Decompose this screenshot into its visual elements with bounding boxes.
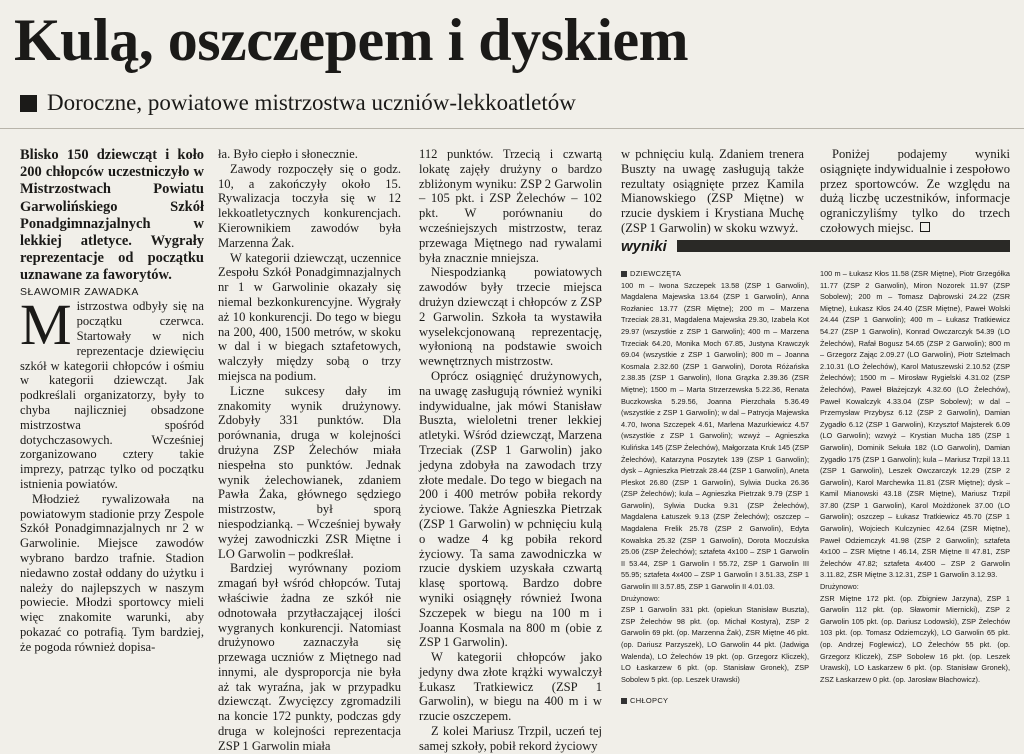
results-boys-individual: 100 m – Łukasz Kłos 11.58 (ZSR Miętne), Piotr Grzegółka 11.77 (ZSP 2 Garwolin), Miron Nozorek 11.97 (ZSP Sobolew); 200 m – Tomasz Dąbrowski 24.22 (ZSR Miętne), Łukasz Kłos 24.40 (ZSR Miętne), Paweł Wolski 24.44 (ZSP 1 Garwolin); 400 m – Łukasz Tratkiewicz 54.27 (ZSP 1 Garwolin), Konrad Owczarczyk 54.39 (LO Żelechów), Rafał Bogusz 54.65 (ZSP 2 Garwolin); 800 m – Grzegorz Zając 2.09.27 (LO Garwolin), Piotr Sztelmach 2.10.31 (LO Żelechów), Karol Matuszewski 2.10.52 (ZSP Żelechów); 1500 m – Mirosław Rygielski 4.31.02 (ZSP Żelechów), Paweł Błażejczyk 4.32.60 (LO Żelechów), Paweł Kowalczyk 4.33.04 (ZSP Sobolew); w dal – Przemysław Przybysz 6.12 (ZSP 2 Garwolin), Damian Zygadło 6.12 (ZSP 1 Garwolin), Krzysztof Majsterek 6.09 (LO Garwolin); wzwyż – Krystian Mucha 185 (ZSP 1 Garwolin), Dominik Sekuła 182 (LO Garwolin), Damian Zygadło 175 (ZSP 1 Garwolin); kula – Mariusz Trzpil 13.11 (ZSP 1 Garwolin), Leszek Owczarczyk 12.29 (ZSP 2 Garwolin), Karol Marchewka 11.81 (ZSR Miętne); dysk – Kamil Mianowski 43.18 (ZSR Miętne), Mariusz Trzpil 37.80 (ZSP 1 Garwolin), Karol Możdżonek 37.00 (LO Garwolin); oszczep – Łukasz Tratkiewicz 45.70 (ZSP 1 Garwolin), Wojciech Kulczyniec 42.64 (ZSR Miętne), Paweł Odziemczyk 41.98 (ZSP 2 Garwolin); sztafeta 4x100 – ZSR Miętne I 46.14, ZSR Miętne II 47.81, ZSP Żelechów 47.82; sztafeta 4x400 – ZSP 2 Garwolin 3.11.82, ZSR Miętne 3.12.31, ZSP 1 Garwolin 3.12.93. [820, 269, 1010, 580]
results-header-bar [677, 240, 1010, 252]
column-2 [218, 147, 401, 754]
section-square-icon [621, 271, 627, 277]
subtitle-text: Doroczne, powiatowe mistrzostwa uczniów-lekkoatletów [47, 90, 576, 115]
body-paragraph: Liczne sukcesy dały im znakomity wynik drużynowy. Zdobyły 331 punktów. Dla porównania, druga w kolejności drużyna ZSP Żelechów miała niespełna sto punktów. Jednak wynik żelechowianek, zdaniem Pawła Żaka, głównego sędziego mistrzostw, był sporą niespodzianką. – Wcześniej bywały wyżej zawodniczki ZSR Miętne i LO Garwolin – podkreślał. [218, 383, 401, 561]
body-paragraph: Z kolei Mariusz Trzpil, uczeń tej samej szkoły, pobił rekord życiowy [419, 724, 602, 753]
results-boys-teams: ZSR Miętne 172 pkt. (op. Zbigniew Jarzyna), ZSP 1 Garwolin 112 pkt. (op. Sławomir Miernicki), ZSP 2 Garwolin 105 pkt. (op. Dariusz Lodowski), ZSP Żelechów 103 pkt. (op. Tomasz Odziemczyk), LO Garwolin 65 pkt. (op. Andrzej Foglewicz), LO Żelechów 55 pkt. (op. Grzegorz Kliczek), ZSP Sobolew 16 pkt. (op. Leszek Urawski), LO Łaskarzew 6 pkt. (op. Stanisław Gronek), ZSZ Łaskarzew 0 pkt. (op. Jarosław Błachowicz). [820, 593, 1010, 684]
body-paragraph: Oprócz osiągnięć drużynowych, na uwagę zasługują również wyniki indywidualne, jak mówi Stanisław Buszta, wieloletni trener lekkiej atletyki. Wśród dziewcząt, Marzena Trzeciak (ZSP 1 Garwolin) jako jedyna zdobyła na zawodach trzy złote medale. Do tego w biegach na 200 i 400 metrów pobiła rekordy życiowe. Także Agnieszka Pietrzak (ZSP 1 Garwolin) w pchnięciu kulą o wadze 4 kg pobiła rekord życiowy. Ta sama zawodniczka w rzucie dyskiem uzyskała czwartą klasę sportową. Bardzo dobre wyniki osiągnęły również Iwona Szczepek w biegu na 100 m i Joanna Kosmala na 800 m (obie z ZSP 1 Garwolin). [419, 368, 602, 650]
article-title: Kulą, oszczepem i dyskiem [14, 7, 689, 73]
body-paragraph: W kategorii chłopców jako jedyny dwa złote krążki wywalczył Łukasz Tratkiewicz (ZSP 1 Garwolin), w biegu na 400 m i w rzucie oszczepem. [419, 650, 602, 724]
results-column-2 [820, 268, 1010, 688]
lead-paragraph: Blisko 150 dziewcząt i koło 200 chłopców uczestniczyło w Mistrzostwach Powiatu Garwolińskiego Szkół Ponadgimnazjalnych w lekkiej atletyce. Wygrały reprezentacje od początku uznawane za faworytów. [20, 147, 204, 284]
results-label: wyniki [621, 238, 677, 255]
results-girls-individual: 100 m – Iwona Szczepek 13.58 (ZSP 1 Garwolin), Magdalena Majewska 13.64 (ZSP 1 Garwolin), Anna Rozłaniec 13.77 (ZSR Miętne); 200 m – Marzena Trzeciak 28.31, Magdalena Majewska 29.30, Izabela Kot 29.97 (wszystkie z ZSP 1 Garwolin); 400 m – Marzena Trzeciak 64.20, Monika Moch 67.85, Justyna Krawczyk 69.04 (wszystkie z ZSP 1 Garwolin); 800 m – Joanna Kosmala 2.32.60 (ZSP 1 Garwolin), Dorota Różańska 2.38.35 (ZSP 1 Garwolin), Ilona Grązka 2.39.36 (ZSR Miętne); 1500 m – Marta Strzerzewska 5.22.36, Renata Buczkowska 5.29.56, Joanna Pierzchała 5.36.49 (wszystkie z ZSP 1 Garwolin); w dal – Patrycja Majewska 4.70, Iwona Szczepek 4.61, Marlena Mazurkiewicz 4.57 (wszystkie z ZSP 1 Garwolin); wzwyż – Agnieszka Kulińska 145 (ZSP Żelechów), Małgorzata Kruk 145 (ZSP Żelechów), Katarzyna Poszytek 139 (ZSP 1 Garwolin); dysk – Agnieszka Pietrzak 28.44 (ZSP 1 Garwolin), Aneta Pleskot 26.80 (ZSP 1 Garwolin), Sylwia Ducka 26.36 (ZSP Żelechów); kula – Agnieszka Pietrzak 9.79 (ZSP 1 Garwolin), Sylwia Ducka 9.31 (ZSP Żelechów), Magdalena Łatuszek 9.13 (ZSP Żelechów); oszczep – Magdalena Frelik 25.78 (ZSP 2 Garwolin), Edyta Kowalska 25.32 (ZSP 1 Garwolin), Dorota Moczulska 25.06 (ZSP Żelechów); sztafeta 4x100 – ZSP 1 Garwolin II 53.44, ZSP 1 Garwolin I 55.72, ZSP 1 Garwolin III 55.95; sztafeta 4x400 – ZSP 1 Garwolin I 3.51.33, ZSP 1 Garwolin III 3.57.85, ZSP 1 Garwolin II 4.01.03. [621, 280, 809, 592]
body-text: istrzostwa odbyły się na początku czerwca. Startowały w nich reprezentacje dziewięciu szkół w kategorii chłopców i ośmiu w kategorii dziewcząt. Jak podkreślali organizatorzy, były to chyba najliczniej obsadzone mistrzostwa spośród dotychczasowych. Wcześniej zorganizowano cztery takie imprezy, patrząc tylko od początku istnienia powiatów. [20, 299, 204, 491]
subtitle-square-icon [20, 95, 37, 112]
body-paragraph: w pchnięciu kulą. Zdaniem trenera Buszty na uwagę zasługują także rezultaty osiągnięte przez Kamila Mianowskiego (ZSP Miętne) w rzucie dyskiem i Krystiana Muchę (ZSP 1 Garwolin) w skoku wzwyż. [621, 147, 804, 235]
header-rule [0, 128, 1024, 129]
column-1 [20, 147, 204, 655]
column-3 [419, 147, 602, 754]
body-paragraph: Niespodzianką powiatowych zawodów były trzecie miejsca drużyn dziewcząt i chłopców z ZSP 2 Garwolin. Szkoła ta wystawiła wyselekcjonowaną reprezentację, wyłonioną na podstawie swoich wewnętrznych mistrzostw. [419, 265, 602, 369]
drop-cap: M [20, 292, 72, 358]
body-paragraph [820, 147, 1010, 236]
results-column-1 [621, 268, 809, 706]
section-square-icon [621, 698, 627, 704]
body-paragraph: Młodzież rywalizowała na powiatowym stadionie przy Zespole Szkół Ponadgimnazjalnych nr 2 w Garwolinie. Miejsce zawodów wybrano bardzo trafnie. Stadion niedawno został oddany do użytku i należy do najlepszych w naszym powiecie. Młodzi sportowcy mieli więc znakomite warunki, aby pokazać co potrafią. Tym bardziej, że pogoda również dopisa- [20, 491, 204, 654]
results-girls-header: DZIEWCZĘTA [621, 268, 809, 280]
author-byline: SŁAWOMIR ZAWADKA [20, 285, 139, 298]
body-paragraph [20, 292, 204, 491]
results-boys-header: CHŁOPCY [621, 695, 809, 707]
body-paragraph: 112 punktów. Trzecią i czwartą lokatę zajęły drużyny o bardzo zbliżonym wyniku: ZSP 2 Garwolin – 105 pkt. i ZSP Żelechów – 102 pkt. W porównaniu do wcześniejszych mistrzostw, teraz przewaga Miętnego nad rywalami była znacznie mniejsza. [419, 147, 602, 265]
column-5 [820, 147, 1010, 237]
body-text: Poniżej podajemy wyniki osiągnięte indywidualnie i zespołowo przez sportowców. Ze względu na dużą liczbę uczestników, informacje ograniczyliśmy tylko do trzech czołowych miejsc. [820, 147, 1010, 235]
column-4 [621, 147, 804, 235]
body-paragraph: Zawody rozpoczęły się o godz. 10, a zakończyły około 15. Rywalizacja toczyła się w 12 lekkoatletycznych konkurencjach. Kierownikiem zawodów była Marzenna Żak. [218, 161, 401, 250]
end-mark-icon [920, 222, 930, 232]
body-paragraph: Bardziej wyrównany poziom zmagań był wśród chłopców. Tutaj właściwie żadna ze szkół nie odnotowała przytłaczającej ilości wygranych konkurencji. Natomiast drużynowo zaznaczyła się przewaga uczniów z Miętnego nad innymi, ale dysproporcja nie była aż tak wyraźna, jak w przypadku dziewcząt. Zwycięzcy zgromadzili na koncie 172 punkty, podczas gdy druga w kolejności reprezentacja ZSP 1 Garwolin miała [218, 561, 401, 753]
results-header [621, 238, 1010, 254]
results-girls-teams-header: Drużynowo: [621, 593, 660, 603]
body-paragraph: W kategorii dziewcząt, uczennice Zespołu Szkół Ponadgimnazjalnych nr 1 w Garwolinie okazały się niemal bezkonkurencyjne. Wygrały aż 10 konkurencji. Do tego w biegu na 200, 400, 1500 metrów, w skoku w dal i w biegach sztafetowych, walczyły między sobą o trzy miejsca na podium. [218, 250, 401, 383]
results-girls-teams: ZSP 1 Garwolin 331 pkt. (opiekun Stanisław Buszta), ZSP Żelechów 98 pkt. (op. Michał Kostyra), ZSP 2 Garwolin 69 pkt. (op. Marzenna Żak), ZSR Miętne 46 pkt. (op. Dariusz Parzyszek), LO Garwolin 44 pkt. (Jadwiga Walenda), LO Żelechów 19 pkt. (op. Grzegorz Kliczek), LO Łaskarzew 6 pkt. (op. Stanisław Gronek), ZSP Sobolew 5 pkt. (op. Leszek Urawski) [621, 605, 809, 684]
results-boys-teams-header: Drużynowo: [820, 582, 859, 592]
article-subtitle [20, 88, 576, 118]
body-paragraph: ła. Było ciepło i słonecznie. [218, 147, 358, 161]
